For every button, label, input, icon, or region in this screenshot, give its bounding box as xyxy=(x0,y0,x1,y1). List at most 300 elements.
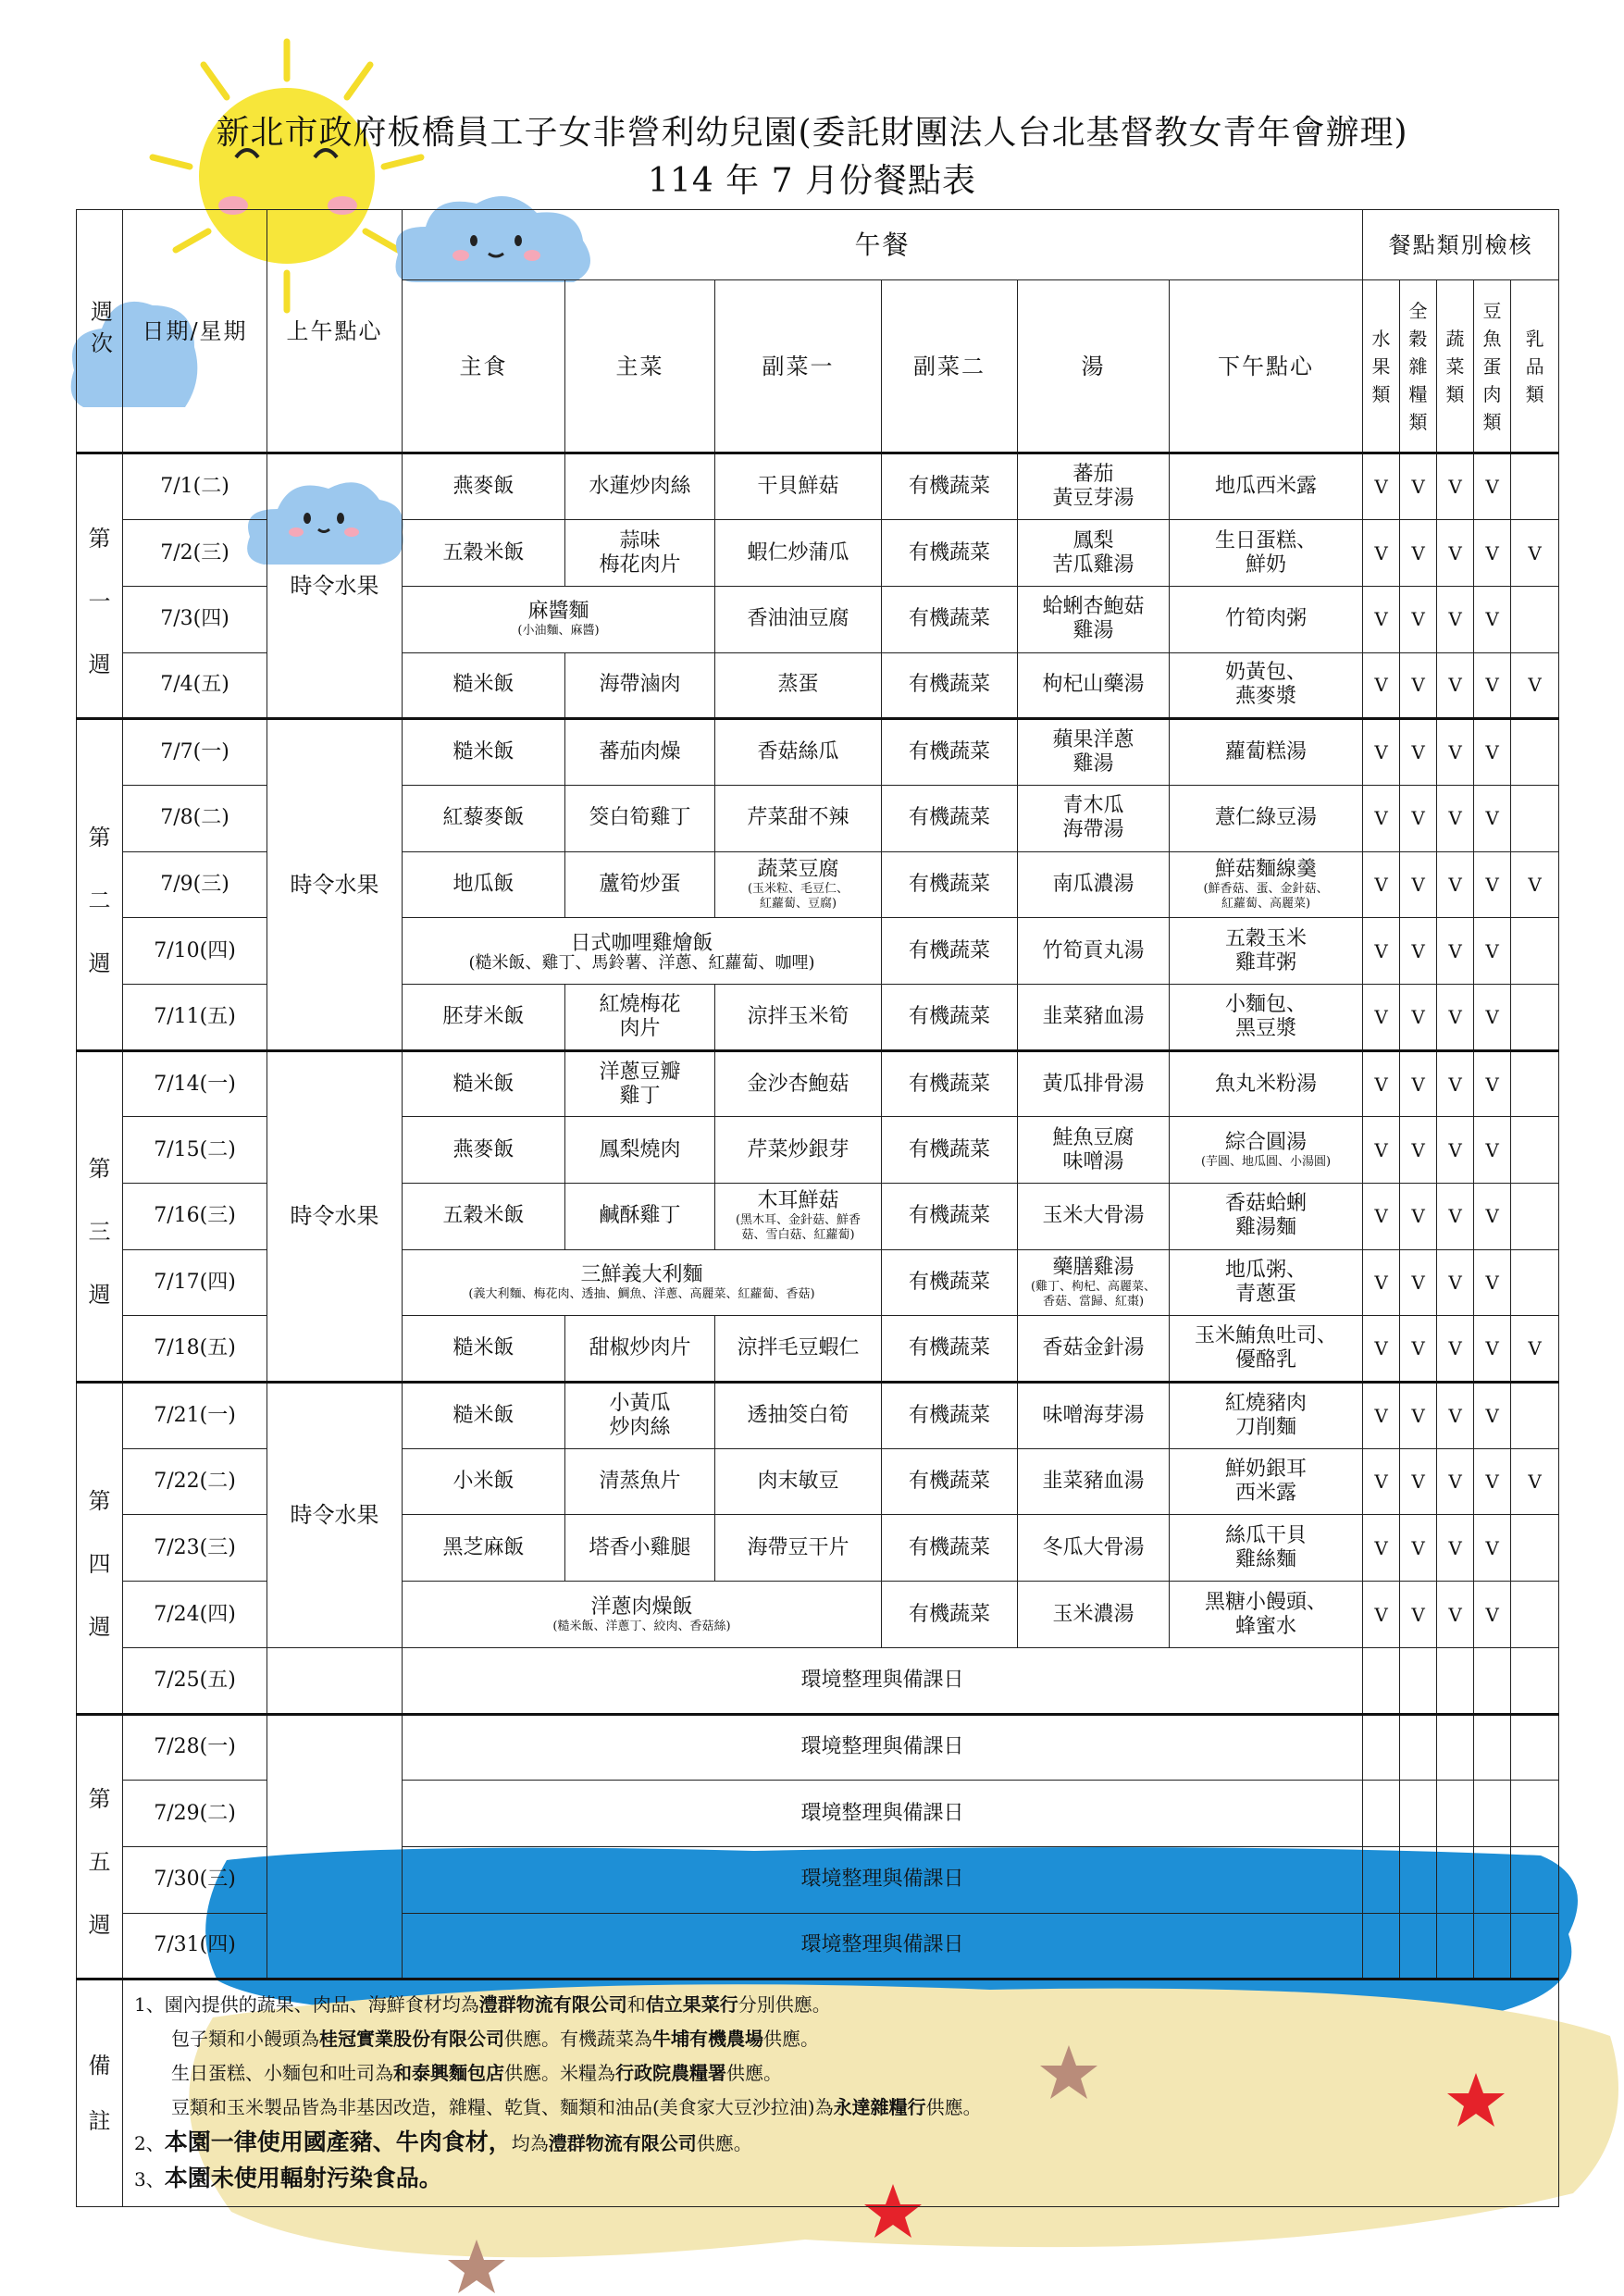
check-cell: V xyxy=(1363,453,1400,520)
check-cell xyxy=(1400,1781,1437,1847)
check-cell: V xyxy=(1437,1515,1474,1582)
check-cell xyxy=(1363,1647,1400,1714)
check-cell: V xyxy=(1400,453,1437,520)
note-segment: 生日蛋糕、小麵包和吐司為 xyxy=(134,2062,393,2085)
table-row xyxy=(77,719,1559,786)
staple-cell: 糙米飯 xyxy=(403,1383,565,1449)
date-cell: 7/18(五) xyxy=(123,1316,267,1383)
week-label: 第 五 週 xyxy=(77,1714,123,1980)
side1-cell: 肉末敏豆 xyxy=(715,1448,882,1515)
main-dish-cell: 蕃茄肉燥 xyxy=(565,719,715,786)
check-cell: V xyxy=(1437,785,1474,851)
title-line2: 114 年 7 月份餐點表 xyxy=(648,162,976,200)
check-cell: V xyxy=(1437,719,1474,786)
morning-snack-cell xyxy=(267,1714,403,1980)
date-cell: 7/17(四) xyxy=(123,1249,267,1316)
table-row xyxy=(77,1714,1559,1781)
date-cell: 7/10(四) xyxy=(123,918,267,985)
staple-cell: 燕麥飯 xyxy=(403,453,565,520)
check-cell xyxy=(1437,1781,1474,1847)
staple-cell: 糙米飯 xyxy=(403,1050,565,1117)
check-cell: V xyxy=(1400,1515,1437,1582)
header-check-title: 餐點類別檢核 xyxy=(1363,210,1559,280)
check-cell: V xyxy=(1474,1050,1511,1117)
afternoon-snack-cell: 玉米鮪魚吐司、 優酪乳 xyxy=(1170,1316,1363,1383)
check-cell: V xyxy=(1363,1515,1400,1582)
soup-cell: 味噌海芽湯 xyxy=(1018,1383,1170,1449)
date-cell: 7/31(四) xyxy=(123,1913,267,1980)
afternoon-snack-cell: 魚丸米粉湯 xyxy=(1170,1050,1363,1117)
date-cell: 7/2(三) xyxy=(123,520,267,587)
date-cell: 7/29(二) xyxy=(123,1781,267,1847)
side2-cell: 有機蔬菜 xyxy=(882,1515,1018,1582)
check-cell xyxy=(1437,1714,1474,1781)
afternoon-snack-cell: 鮮奶銀耳 西米露 xyxy=(1170,1448,1363,1515)
note-segment: 永達雜糧行 xyxy=(833,2096,926,2119)
check-cell xyxy=(1363,1714,1400,1781)
side2-cell: 有機蔬菜 xyxy=(882,918,1018,985)
side1-cell: 蒸蛋 xyxy=(715,652,882,719)
merged-dish: 日式咖哩雞燴飯 (糙米飯、雞丁、馬鈴薯、洋蔥、紅蘿蔔、咖哩) xyxy=(403,918,882,985)
main-dish-cell: 甜椒炒肉片 xyxy=(565,1316,715,1383)
check-cell xyxy=(1474,1913,1511,1980)
note-line xyxy=(134,2056,1547,2091)
check-cell xyxy=(1474,1714,1511,1781)
side1-cell: 蔬菜豆腐 (玉米粒、毛豆仁、 紅蘿蔔、豆腐) xyxy=(715,851,882,918)
note-line xyxy=(134,1988,1547,2022)
main-dish-cell: 塔香小雞腿 xyxy=(565,1515,715,1582)
date-cell: 7/3(四) xyxy=(123,586,267,652)
main-dish-cell: 海帶滷肉 xyxy=(565,652,715,719)
header-check-col: 水 果 類 xyxy=(1363,280,1400,453)
side2-cell: 有機蔬菜 xyxy=(882,719,1018,786)
note-segment: 供應。 xyxy=(763,2028,819,2051)
staple-cell: 地瓜飯 xyxy=(403,851,565,918)
main-dish-cell: 小黃瓜 炒肉絲 xyxy=(565,1383,715,1449)
check-cell xyxy=(1437,1647,1474,1714)
date-cell: 7/15(二) xyxy=(123,1117,267,1184)
check-cell: V xyxy=(1437,984,1474,1050)
side2-cell: 有機蔬菜 xyxy=(882,586,1018,652)
closed-day: 環境整理與備課日 xyxy=(403,1846,1363,1913)
check-cell xyxy=(1511,453,1559,520)
header-check-col: 豆 魚 蛋 肉 類 xyxy=(1474,280,1511,453)
check-cell: V xyxy=(1474,1184,1511,1250)
check-cell xyxy=(1511,1117,1559,1184)
side1-cell: 香油油豆腐 xyxy=(715,586,882,652)
check-cell: V xyxy=(1363,586,1400,652)
check-cell xyxy=(1511,1050,1559,1117)
check-cell: V xyxy=(1400,1316,1437,1383)
staple-cell: 黑芝麻飯 xyxy=(403,1515,565,1582)
merged-dish-note: (糙米飯、洋蔥丁、絞肉、香菇絲) xyxy=(552,1619,731,1633)
check-cell: V xyxy=(1511,652,1559,719)
main-dish-cell: 鹹酥雞丁 xyxy=(565,1184,715,1250)
note-segment: 2、 xyxy=(134,2132,165,2155)
check-cell xyxy=(1400,1846,1437,1913)
afternoon-snack-cell: 蘿蔔糕湯 xyxy=(1170,719,1363,786)
soup-cell: 蛤蜊杏鮑菇 雞湯 xyxy=(1018,586,1170,652)
check-cell: V xyxy=(1400,1184,1437,1250)
soup-cell: 玉米濃湯 xyxy=(1018,1582,1170,1648)
check-cell xyxy=(1363,1913,1400,1980)
date-cell: 7/22(二) xyxy=(123,1448,267,1515)
check-cell xyxy=(1511,1913,1559,1980)
note-segment: 和泰興麵包店 xyxy=(393,2062,504,2085)
main-dish-cell: 洋蔥豆瓣 雞丁 xyxy=(565,1050,715,1117)
note-segment: 3、 xyxy=(134,2168,165,2191)
date-cell: 7/23(三) xyxy=(123,1515,267,1582)
check-cell xyxy=(1511,1846,1559,1913)
side1-cell: 木耳鮮菇 (黑木耳、金針菇、鮮香 菇、雪白菇、紅蘿蔔) xyxy=(715,1184,882,1250)
main-dish-cell: 清蒸魚片 xyxy=(565,1448,715,1515)
soup-cell: 韭菜豬血湯 xyxy=(1018,984,1170,1050)
note-line xyxy=(134,2091,1547,2125)
title-line1: 新北市政府板橋員工子女非營利幼兒園(委託財團法人台北基督教女青年會辦理) xyxy=(216,114,1408,152)
check-cell xyxy=(1511,1714,1559,1781)
check-cell: V xyxy=(1363,1316,1400,1383)
table-row xyxy=(77,1647,1559,1714)
afternoon-snack-cell: 小麵包、 黑豆漿 xyxy=(1170,984,1363,1050)
side2-cell: 有機蔬菜 xyxy=(882,1117,1018,1184)
check-cell: V xyxy=(1400,851,1437,918)
check-cell: V xyxy=(1474,1383,1511,1449)
staple-cell: 五穀米飯 xyxy=(403,1184,565,1250)
date-cell: 7/4(五) xyxy=(123,652,267,719)
check-cell: V xyxy=(1400,1050,1437,1117)
check-cell xyxy=(1400,1714,1437,1781)
header-week: 週次 xyxy=(77,210,123,453)
soup-cell: 枸杞山藥湯 xyxy=(1018,652,1170,719)
side2-cell: 有機蔬菜 xyxy=(882,984,1018,1050)
staple-cell: 燕麥飯 xyxy=(403,1117,565,1184)
table-row xyxy=(77,1383,1559,1449)
check-cell: V xyxy=(1474,918,1511,985)
side2-cell: 有機蔬菜 xyxy=(882,652,1018,719)
header-staple: 主食 xyxy=(403,280,565,453)
check-cell: V xyxy=(1363,1050,1400,1117)
check-cell xyxy=(1437,1846,1474,1913)
side2-cell: 有機蔬菜 xyxy=(882,1448,1018,1515)
soup-note: (雞丁、枸杞、高麗菜、 香菇、當歸、紅棗) xyxy=(1030,1280,1157,1309)
check-cell: V xyxy=(1474,1582,1511,1648)
side2-cell: 有機蔬菜 xyxy=(882,1249,1018,1316)
side1-cell: 蝦仁炒蒲瓜 xyxy=(715,520,882,587)
staple-cell: 紅藜麥飯 xyxy=(403,785,565,851)
check-cell xyxy=(1511,1184,1559,1250)
check-cell: V xyxy=(1437,1184,1474,1250)
afternoon-snack-cell: 香菇蛤蜊 雞湯麵 xyxy=(1170,1184,1363,1250)
check-cell: V xyxy=(1400,918,1437,985)
check-cell xyxy=(1511,586,1559,652)
check-cell: V xyxy=(1400,520,1437,587)
check-cell: V xyxy=(1474,453,1511,520)
date-cell: 7/14(一) xyxy=(123,1050,267,1117)
header-check-col: 乳 品 類 xyxy=(1511,280,1559,453)
check-cell: V xyxy=(1511,520,1559,587)
soup-cell: 鮭魚豆腐 味噌湯 xyxy=(1018,1117,1170,1184)
main-dish-cell: 鳳梨燒肉 xyxy=(565,1117,715,1184)
header-soup: 湯 xyxy=(1018,280,1170,453)
check-cell: V xyxy=(1474,719,1511,786)
snack-note: (芋圓、地瓜圓、小湯圓) xyxy=(1200,1154,1332,1169)
check-cell xyxy=(1437,1913,1474,1980)
check-cell: V xyxy=(1400,1383,1437,1449)
date-cell: 7/11(五) xyxy=(123,984,267,1050)
check-cell xyxy=(1400,1647,1437,1714)
note-segment: 1、園內提供的蔬果、肉品、海鮮食材均為 xyxy=(134,1993,479,2017)
note-segment: 包子類和小饅頭為 xyxy=(134,2028,319,2051)
closed-day: 環境整理與備課日 xyxy=(403,1647,1363,1714)
side1-cell: 海帶豆干片 xyxy=(715,1515,882,1582)
side2-cell: 有機蔬菜 xyxy=(882,1383,1018,1449)
closed-day: 環境整理與備課日 xyxy=(403,1913,1363,1980)
soup-cell: 竹筍貢丸湯 xyxy=(1018,918,1170,985)
check-cell xyxy=(1511,1383,1559,1449)
staple-cell: 糙米飯 xyxy=(403,652,565,719)
note-segment: 均為 xyxy=(511,2132,549,2155)
check-cell: V xyxy=(1437,918,1474,985)
check-cell: V xyxy=(1400,1448,1437,1515)
check-cell xyxy=(1511,1249,1559,1316)
note-segment: 供應。米糧為 xyxy=(504,2062,615,2085)
check-cell: V xyxy=(1474,652,1511,719)
merged-dish-note: (義大利麵、梅花肉、透抽、鯛魚、洋蔥、高麗菜、紅蘿蔔、香菇) xyxy=(468,1287,815,1302)
side2-cell: 有機蔬菜 xyxy=(882,1582,1018,1648)
check-cell xyxy=(1511,1515,1559,1582)
date-cell: 7/28(一) xyxy=(123,1714,267,1781)
check-cell: V xyxy=(1474,851,1511,918)
table-row xyxy=(77,453,1559,520)
check-cell xyxy=(1511,918,1559,985)
check-cell: V xyxy=(1437,520,1474,587)
afternoon-snack-cell: 五穀玉米 雞茸粥 xyxy=(1170,918,1363,985)
merged-dish: 洋蔥肉燥飯 (糙米飯、洋蔥丁、絞肉、香菇絲) xyxy=(403,1582,882,1648)
check-cell: V xyxy=(1400,719,1437,786)
afternoon-snack-cell: 竹筍肉粥 xyxy=(1170,586,1363,652)
soup-cell: 藥膳雞湯 (雞丁、枸杞、高麗菜、 香菇、當歸、紅棗) xyxy=(1018,1249,1170,1316)
date-cell: 7/1(二) xyxy=(123,453,267,520)
side1-note: (黑木耳、金針菇、鮮香 菇、雪白菇、紅蘿蔔) xyxy=(735,1213,862,1243)
page-title xyxy=(0,109,1624,205)
staple-cell: 五穀米飯 xyxy=(403,520,565,587)
check-cell xyxy=(1363,1846,1400,1913)
closed-day: 環境整理與備課日 xyxy=(403,1714,1363,1781)
morning-snack-cell: 時令水果 xyxy=(267,719,403,1050)
side2-cell: 有機蔬菜 xyxy=(882,520,1018,587)
check-cell: V xyxy=(1363,1582,1400,1648)
header-morning-snack: 上午點心 xyxy=(267,210,403,453)
side1-note: (玉米粒、毛豆仁、 紅蘿蔔、豆腐) xyxy=(747,881,849,911)
soup-cell: 青木瓜 海帶湯 xyxy=(1018,785,1170,851)
check-cell: V xyxy=(1400,652,1437,719)
check-cell: V xyxy=(1437,652,1474,719)
check-cell: V xyxy=(1437,1050,1474,1117)
date-cell: 7/7(一) xyxy=(123,719,267,786)
date-cell: 7/25(五) xyxy=(123,1647,267,1714)
side2-cell: 有機蔬菜 xyxy=(882,785,1018,851)
afternoon-snack-cell: 生日蛋糕、 鮮奶 xyxy=(1170,520,1363,587)
check-cell xyxy=(1511,1781,1559,1847)
note-segment: 豆類和玉米製品皆為非基因改造，雜糧、乾貨、麵類和油品(美食家大豆沙拉油)為 xyxy=(134,2096,834,2119)
afternoon-snack-cell: 奶黃包、 燕麥漿 xyxy=(1170,652,1363,719)
note-segment: 分別供應。 xyxy=(738,1993,831,2017)
header-side2: 副菜二 xyxy=(882,280,1018,453)
main-dish-cell: 紅燒梅花 肉片 xyxy=(565,984,715,1050)
check-cell xyxy=(1474,1781,1511,1847)
side2-cell: 有機蔬菜 xyxy=(882,453,1018,520)
soup-cell: 南瓜濃湯 xyxy=(1018,851,1170,918)
note-segment: 本園未使用輻射污染食品。 xyxy=(164,2165,442,2192)
check-cell: V xyxy=(1474,1515,1511,1582)
note-segment: 佶立果菜行 xyxy=(645,1993,738,2017)
check-cell: V xyxy=(1400,785,1437,851)
side1-cell: 香菇絲瓜 xyxy=(715,719,882,786)
afternoon-snack-cell: 鮮菇麵線羹 (鮮香菇、蛋、金針菇、 紅蘿蔔、高麗菜) xyxy=(1170,851,1363,918)
check-cell: V xyxy=(1363,785,1400,851)
side1-cell: 金沙杏鮑菇 xyxy=(715,1050,882,1117)
check-cell: V xyxy=(1474,785,1511,851)
check-cell: V xyxy=(1437,1448,1474,1515)
check-cell: V xyxy=(1511,1316,1559,1383)
afternoon-snack-cell: 絲瓜干貝 雞絲麵 xyxy=(1170,1515,1363,1582)
check-cell xyxy=(1474,1846,1511,1913)
date-cell: 7/24(四) xyxy=(123,1582,267,1648)
check-cell: V xyxy=(1363,1383,1400,1449)
header-check-col: 全 穀 雜 糧 類 xyxy=(1400,280,1437,453)
side2-cell: 有機蔬菜 xyxy=(882,1050,1018,1117)
check-cell: V xyxy=(1437,1316,1474,1383)
staple-cell: 糙米飯 xyxy=(403,1316,565,1383)
side1-cell: 透抽筊白筍 xyxy=(715,1383,882,1449)
soup-cell: 蘋果洋蔥 雞湯 xyxy=(1018,719,1170,786)
check-cell xyxy=(1511,1647,1559,1714)
main-dish-cell: 蘆筍炒蛋 xyxy=(565,851,715,918)
notes-label: 備 註 xyxy=(77,1980,123,2207)
header-side1: 副菜一 xyxy=(715,280,882,453)
side1-cell: 芹菜炒銀芽 xyxy=(715,1117,882,1184)
check-cell: V xyxy=(1363,984,1400,1050)
date-cell: 7/30(三) xyxy=(123,1846,267,1913)
side1-cell: 涼拌毛豆蝦仁 xyxy=(715,1316,882,1383)
morning-snack-cell xyxy=(267,1647,403,1714)
soup-cell: 韭菜豬血湯 xyxy=(1018,1448,1170,1515)
check-cell: V xyxy=(1474,586,1511,652)
table-row xyxy=(77,1050,1559,1117)
check-cell: V xyxy=(1437,586,1474,652)
check-cell: V xyxy=(1363,1448,1400,1515)
note-segment: 供應。有機蔬菜為 xyxy=(504,2028,652,2051)
check-cell: V xyxy=(1474,1448,1511,1515)
check-cell: V xyxy=(1363,520,1400,587)
morning-snack-cell: 時令水果 xyxy=(267,453,403,719)
soup-cell: 黃瓜排骨湯 xyxy=(1018,1050,1170,1117)
side1-cell: 涼拌玉米筍 xyxy=(715,984,882,1050)
check-cell xyxy=(1511,1582,1559,1648)
check-cell xyxy=(1511,984,1559,1050)
merged-dish-note: (糙米飯、雞丁、馬鈴薯、洋蔥、紅蘿蔔、咖哩) xyxy=(468,952,815,973)
note-segment: 牛埔有機農場 xyxy=(652,2028,763,2051)
check-cell: V xyxy=(1437,1117,1474,1184)
header-main-dish: 主菜 xyxy=(565,280,715,453)
header-date: 日期/星期 xyxy=(123,210,267,453)
note-segment: 供應。 xyxy=(696,2132,752,2155)
note-segment: 桂冠實業股份有限公司 xyxy=(319,2028,504,2051)
side1-cell: 芹菜甜不辣 xyxy=(715,785,882,851)
check-cell: V xyxy=(1400,586,1437,652)
afternoon-snack-cell: 薏仁綠豆湯 xyxy=(1170,785,1363,851)
afternoon-snack-cell: 綜合圓湯 (芋圓、地瓜圓、小湯圓) xyxy=(1170,1117,1363,1184)
note-segment: 和 xyxy=(626,1993,646,2017)
note-segment: 供應。 xyxy=(925,2096,982,2119)
note-line xyxy=(134,2022,1547,2056)
check-cell: V xyxy=(1437,851,1474,918)
side2-cell: 有機蔬菜 xyxy=(882,1184,1018,1250)
note-segment: 澧群物流有限公司 xyxy=(548,2132,697,2155)
notes-content xyxy=(123,1980,1559,2207)
staple-cell: 胚芽米飯 xyxy=(403,984,565,1050)
side2-cell: 有機蔬菜 xyxy=(882,851,1018,918)
staple-cell: 小米飯 xyxy=(403,1448,565,1515)
check-cell: V xyxy=(1363,1184,1400,1250)
morning-snack-cell: 時令水果 xyxy=(267,1383,403,1648)
menu-table xyxy=(76,209,1559,2207)
check-cell: V xyxy=(1437,1582,1474,1648)
note-segment: 行政院農糧署 xyxy=(615,2062,726,2085)
check-cell: V xyxy=(1400,1117,1437,1184)
check-cell xyxy=(1400,1913,1437,1980)
main-dish-cell: 蒜味 梅花肉片 xyxy=(565,520,715,587)
side2-cell: 有機蔬菜 xyxy=(882,1316,1018,1383)
note-segment: 供應。 xyxy=(726,2062,782,2085)
date-cell: 7/21(一) xyxy=(123,1383,267,1449)
note-line xyxy=(134,2125,1547,2161)
soup-cell: 蕃茄 黃豆芽湯 xyxy=(1018,453,1170,520)
check-cell: V xyxy=(1363,851,1400,918)
date-cell: 7/16(三) xyxy=(123,1184,267,1250)
side1-cell: 干貝鮮菇 xyxy=(715,453,882,520)
morning-snack-cell: 時令水果 xyxy=(267,1050,403,1382)
check-cell: V xyxy=(1400,1582,1437,1648)
check-cell: V xyxy=(1400,984,1437,1050)
note-line xyxy=(134,2161,1547,2197)
check-cell: V xyxy=(1474,1316,1511,1383)
check-cell: V xyxy=(1437,453,1474,520)
check-cell xyxy=(1474,1647,1511,1714)
check-cell: V xyxy=(1437,1383,1474,1449)
check-cell: V xyxy=(1474,1249,1511,1316)
check-cell: V xyxy=(1437,1249,1474,1316)
week-label: 第 四 週 xyxy=(77,1383,123,1714)
closed-day: 環境整理與備課日 xyxy=(403,1781,1363,1847)
afternoon-snack-cell: 地瓜西米露 xyxy=(1170,453,1363,520)
note-segment: 本園一律使用國產豬、牛肉食材， xyxy=(164,2128,512,2156)
week-label: 第 二 週 xyxy=(77,719,123,1050)
week-label: 第 三 週 xyxy=(77,1050,123,1382)
main-dish-cell: 水蓮炒肉絲 xyxy=(565,453,715,520)
staple-cell: 糙米飯 xyxy=(403,719,565,786)
soup-cell: 香菇金針湯 xyxy=(1018,1316,1170,1383)
check-cell: V xyxy=(1363,1249,1400,1316)
check-cell xyxy=(1511,719,1559,786)
check-cell: V xyxy=(1511,1448,1559,1515)
date-cell: 7/8(二) xyxy=(123,785,267,851)
header-afternoon-snack: 下午點心 xyxy=(1170,280,1363,453)
check-cell: V xyxy=(1474,984,1511,1050)
merged-dish: 三鮮義大利麵 (義大利麵、梅花肉、透抽、鯛魚、洋蔥、高麗菜、紅蘿蔔、香菇) xyxy=(403,1249,882,1316)
soup-cell: 鳳梨 苦瓜雞湯 xyxy=(1018,520,1170,587)
soup-cell: 玉米大骨湯 xyxy=(1018,1184,1170,1250)
